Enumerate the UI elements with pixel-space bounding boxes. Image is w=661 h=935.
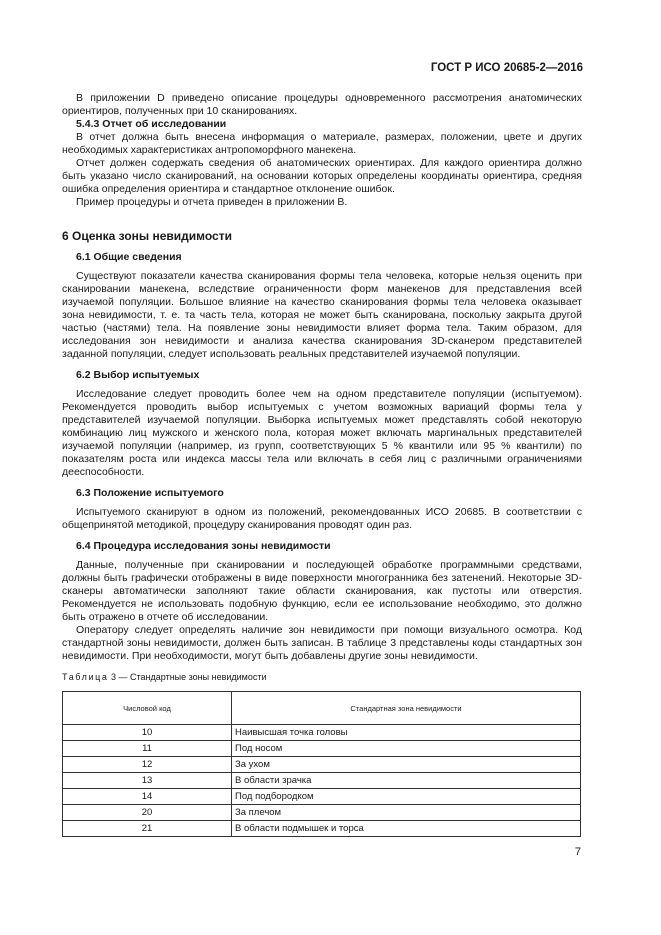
cell-code: 11	[63, 741, 232, 757]
cell-code: 13	[63, 773, 232, 789]
cell-code: 21	[63, 821, 232, 837]
cell-code: 20	[63, 805, 232, 821]
paragraph-6-3: Испытуемого сканируют в одном из положений, рекомендованных ИСО 20685. В соответствии с общепринятой методикой, процедуру сканирования проводят один раз.	[62, 506, 582, 531]
table-caption	[62, 671, 582, 684]
cell-zone: В области подмышек и торса	[232, 821, 581, 837]
paragraph-6-2: Исследование следует проводить более чем на одном представителе популяции (испытуемом). Рекомендуется проводить выбор испытуемых с учетом возможных вариаций формы тела у представителей изучаемой популяции. Выборка испытуемых может представлять собой некоторую комбинацию лиц мужского и женского пола, которая может включать маргинальных представителей изучаемой популяции (например, из групп, соответствующих 5 % квантили или 95 % квантили) по показателям роста или индекса массы тела или включать в себя лиц с различными ограничениями дееспособности.	[62, 388, 582, 478]
heading-6-2: 6.2 Выбор испытуемых	[76, 369, 200, 381]
table-header-row	[63, 692, 581, 725]
cell-zone: За ухом	[232, 757, 581, 773]
page-number: 7	[574, 846, 581, 858]
cell-zone: За плечом	[232, 805, 581, 821]
table-row	[63, 789, 581, 805]
table-row	[63, 757, 581, 773]
heading-5-4-3: 5.4.3 Отчет об исследовании	[76, 118, 227, 130]
cell-zone: Под носом	[232, 741, 581, 757]
cell-zone: В области зрачка	[232, 773, 581, 789]
column-header-code: Числовой код	[63, 692, 232, 725]
intro-paragraph: В приложении D приведено описание процедуры одновременного рассмотрения анатомических ориентиров, полученных при 10 сканированиях.	[62, 92, 582, 117]
table-row	[63, 725, 581, 741]
cell-zone: Под подбородком	[232, 789, 581, 805]
heading-6-3: 6.3 Положение испытуемого	[76, 487, 224, 499]
table-row	[63, 741, 581, 757]
paragraph-5-4-3-2: Отчет должен содержать сведения об анатомических ориентирах. Для каждого ориентира должно быть указано число сканирований, на основании которых определены координаты ориентира, средняя ошибка определения ориентира и стандартное отклонение ошибок.	[62, 157, 582, 195]
cell-code: 10	[63, 725, 232, 741]
cell-code: 12	[63, 757, 232, 773]
paragraph-6-1: Существуют показатели качества сканирования формы тела человека, которые нельзя оценить при сканировании манекена, вследствие ограниченности форм манекенов для представления всей изучаемой популяции. Большое влияние на качество сканирования формы тела человека оказывает зона невидимости, т. е. та часть тела, которая не может быть сканирована, поскольку закрыта другой частью (частями) тела. На появление зоны невидимости влияет форма тела. Таким образом, для исследования зон невидимости и анализа качества сканирования 3D-сканером представителей заданной популяции, следует использовать реальных представителей изучаемой популяции.	[62, 270, 582, 360]
cell-zone: Наивысшая точка головы	[232, 725, 581, 741]
paragraph-5-4-3-1: В отчет должна быть внесена информация о материале, размерах, положении, цвете и других необходимых характеристиках антропоморфного манекена.	[62, 131, 582, 156]
paragraph-6-4-2: Оператору следует определять наличие зон невидимости при помощи визуального осмотра. Код стандартной зоны невидимости, должен быть записан. В таблице 3 представлены коды стандартных зон невидимости. При необходимости, могут быть добавлены другие зоны невидимости.	[62, 624, 582, 662]
table-row	[63, 805, 581, 821]
column-header-zone: Стандартная зона невидимости	[232, 692, 581, 725]
heading-section-6: 6 Оценка зоны невидимости	[62, 229, 232, 243]
blind-zones-table	[62, 691, 581, 837]
heading-6-4: 6.4 Процедура исследования зоны невидимости	[76, 540, 331, 552]
table-caption-label: Таблица	[62, 672, 109, 682]
document-code-header: ГОСТ Р ИСО 20685-2—2016	[430, 62, 583, 74]
paragraph-5-4-3-3: Пример процедуры и отчета приведен в приложении В.	[76, 196, 348, 208]
table-row	[63, 773, 581, 789]
table-caption-text: 3 — Стандартные зоны невидимости	[108, 672, 267, 682]
heading-6-1: 6.1 Общие сведения	[76, 251, 182, 263]
cell-code: 14	[63, 789, 232, 805]
table-row	[63, 821, 581, 837]
page-content	[62, 92, 582, 837]
paragraph-6-4-1: Данные, полученные при сканировании и последующей обработке программными средствами, должны быть графически отображены в виде поверхности многогранника без затенений. Некоторые 3D-сканеры автоматически заполняют такие области сканирования, как пустоты или отверстия. Рекомендуется не использовать подобную функцию, если ее использование необходимо, это должно быть отражено в отчете об исследовании.	[62, 559, 582, 623]
